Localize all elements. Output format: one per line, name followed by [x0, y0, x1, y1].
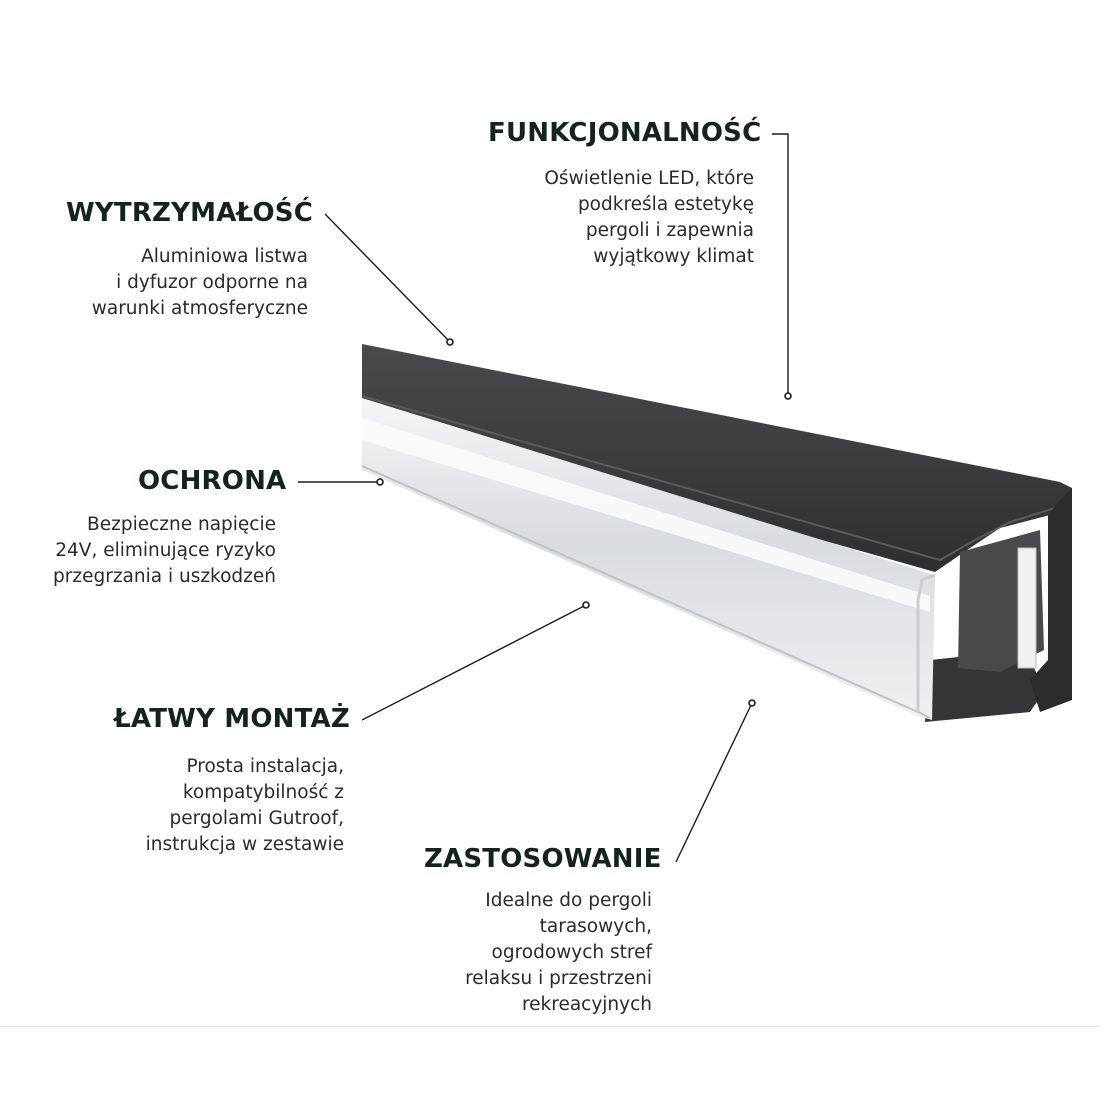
installation-line: pergolami Gutroof,: [169, 808, 344, 829]
leader-durability: [325, 214, 450, 342]
installation-line: kompatybilność z: [182, 782, 344, 803]
installation-title: ŁATWY MONTAŻ: [114, 704, 350, 734]
application-line: rekreacyjnych: [521, 994, 652, 1015]
functionality-line: wyjątkowy klimat: [593, 246, 754, 267]
durability-description: [92, 244, 308, 322]
protection-line: 24V, eliminujące ryzyko: [55, 540, 276, 561]
durability-line: Aluminiowa listwa: [141, 246, 308, 267]
leader-installation: [362, 605, 586, 720]
application-line: ogrodowych stref: [491, 942, 652, 963]
protection-title: OCHRONA: [138, 466, 287, 496]
durability-line: i dyfuzor odporne na: [116, 272, 308, 293]
application-line: Idealne do pergoli: [485, 890, 652, 911]
functionality-line: pergoli i zapewnia: [585, 220, 754, 241]
leader-dot-installation: [583, 602, 589, 608]
functionality-line: Oświetlenie LED, które: [544, 168, 754, 189]
bottom-divider: [0, 1026, 1100, 1027]
protection-line: Bezpieczne napięcie: [87, 514, 276, 535]
leader-functionality: [772, 134, 788, 396]
application-line: relaksu i przestrzeni: [465, 968, 652, 989]
led-strip: [1018, 548, 1036, 668]
leader-dot-application: [749, 700, 755, 706]
installation-description: [146, 754, 344, 858]
functionality-description: [544, 166, 754, 270]
application-line: tarasowych,: [539, 916, 652, 937]
installation-line: instrukcja w zestawie: [145, 834, 344, 855]
application-title: ZASTOSOWANIE: [424, 844, 662, 874]
installation-line: Prosta instalacja,: [186, 756, 344, 777]
protection-description: [53, 512, 276, 590]
application-description: [465, 888, 652, 1018]
durability-line: warunki atmosferyczne: [91, 298, 308, 319]
leader-dot-protection: [377, 479, 383, 485]
protection-line: przegrzania i uszkodzeń: [53, 566, 276, 587]
leader-dot-durability: [447, 339, 453, 345]
durability-title: WYTRZYMAŁOŚĆ: [66, 198, 314, 228]
functionality-line: podkreśla estetykę: [577, 194, 754, 215]
leader-application: [676, 703, 752, 862]
leader-dot-functionality: [785, 393, 791, 399]
functionality-title: FUNKCJONALNOŚĆ: [488, 118, 762, 148]
